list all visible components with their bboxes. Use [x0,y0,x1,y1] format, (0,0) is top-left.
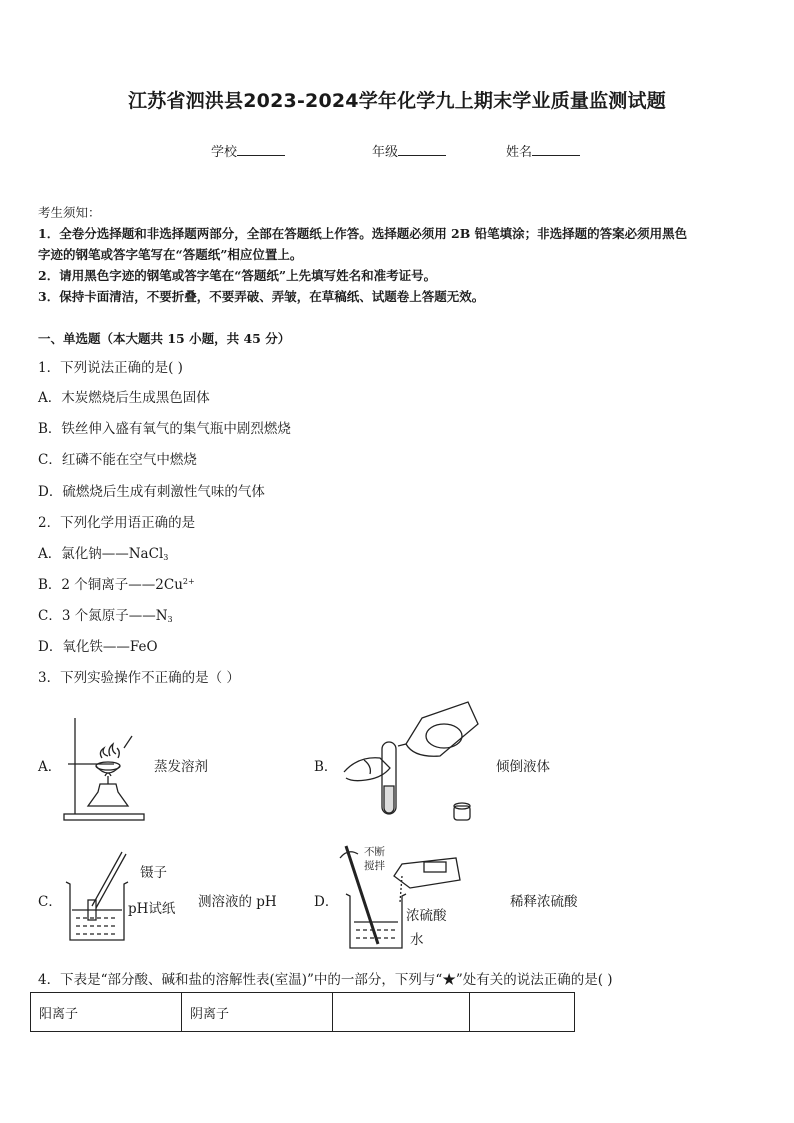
school-blank [237,143,285,156]
q1-option-d: D．硫燃烧后生成有刺激性气味的气体 [38,484,265,500]
table-header-blank-1 [333,993,470,1032]
q1-stem: 1．下列说法正确的是( ) [38,360,183,376]
q3-caption-b: 倾倒液体 [496,759,550,775]
grade-label: 年级 [372,145,399,160]
solubility-table [30,992,575,1032]
notice-heading: 考生须知： [38,205,101,220]
q1-option-b: B．铁丝伸入盛有氧气的集气瓶中剧烈燃烧 [38,421,291,437]
notice-item-2: 2．请用黑色字迹的钢笔或答字笔在“答题纸”上先填写姓名和准考证号。 [38,268,437,283]
q3-caption-d: 稀释浓硫酸 [510,894,578,910]
grade-field [372,141,446,160]
q3-caption-a: 蒸发溶剂 [154,759,208,775]
pouring-liquid-figure [340,698,480,828]
ph-paper-label: pH试纸 [128,901,176,917]
q3-letter-d: D． [314,894,339,910]
school-label: 学校 [211,145,238,160]
q1-option-a: A．木炭燃烧后生成黑色固体 [38,390,210,406]
table-header-cation: 阳离子 [31,993,182,1032]
ph-test-beaker-figure [64,848,144,944]
table-row [31,993,575,1032]
q3-caption-c: 测溶液的 pH [198,894,277,910]
q1-option-c: C．红磷不能在空气中燃烧 [38,452,197,468]
evaporation-apparatus-figure [62,714,146,824]
tweezers-label: 镊子 [140,865,167,881]
notice-item-3: 3．保持卡面清洁，不要折叠，不要弄破、弄皱，在草稿纸、试题卷上答题无效。 [38,289,485,304]
name-blank [532,143,580,156]
notice-item-1: 1．全卷分选择题和非选择题两部分，全部在答题纸上作答。选择题必须用 2B 铅笔填涂；非选择题的答案必须用黑色 [38,226,688,241]
q3-stem: 3．下列实验操作不正确的是（ ） [38,670,240,686]
name-label: 姓名 [506,145,533,160]
acid-label: 浓硫酸 [406,908,447,924]
school-field [211,141,285,160]
dilute-acid-figure [338,842,462,952]
q4-stem: 4．下表是“部分酸、碱和盐的溶解性表(室温)”中的一部分，下列与“★”处有关的说法正确的是( ) [38,972,613,988]
table-header-anion: 阴离子 [182,993,333,1032]
q3-letter-c: C． [38,894,62,910]
name-field [506,141,580,160]
section-heading: 一、单选题（本大题共 15 小题，共 45 分） [38,331,291,346]
q3-letter-a: A． [38,759,62,775]
grade-blank [398,143,446,156]
notice-item-1-cont: 字迹的钢笔或答字笔写在“答题纸”相应位置上。 [38,247,303,262]
water-label: 水 [410,932,424,948]
q2-stem: 2．下列化学用语正确的是 [38,515,196,531]
table-header-blank-2 [470,993,575,1032]
q2-option-a: A．氯化钠——NaCl$_3$ [38,546,169,562]
q2-option-b: B．2 个铜离子$——2Cu^{2+}$ [38,577,195,593]
stir-label: 不断 搅拌 [364,846,385,872]
q2-option-c: C．3 个氮原子$——N_3$ [38,608,173,624]
q2-option-d: D．氧化铁——FeO [38,639,158,655]
exam-title: 江苏省泗洪县2023-2024学年化学九上期末学业质量监测试题 [128,90,666,112]
q3-letter-b: B． [314,759,338,775]
